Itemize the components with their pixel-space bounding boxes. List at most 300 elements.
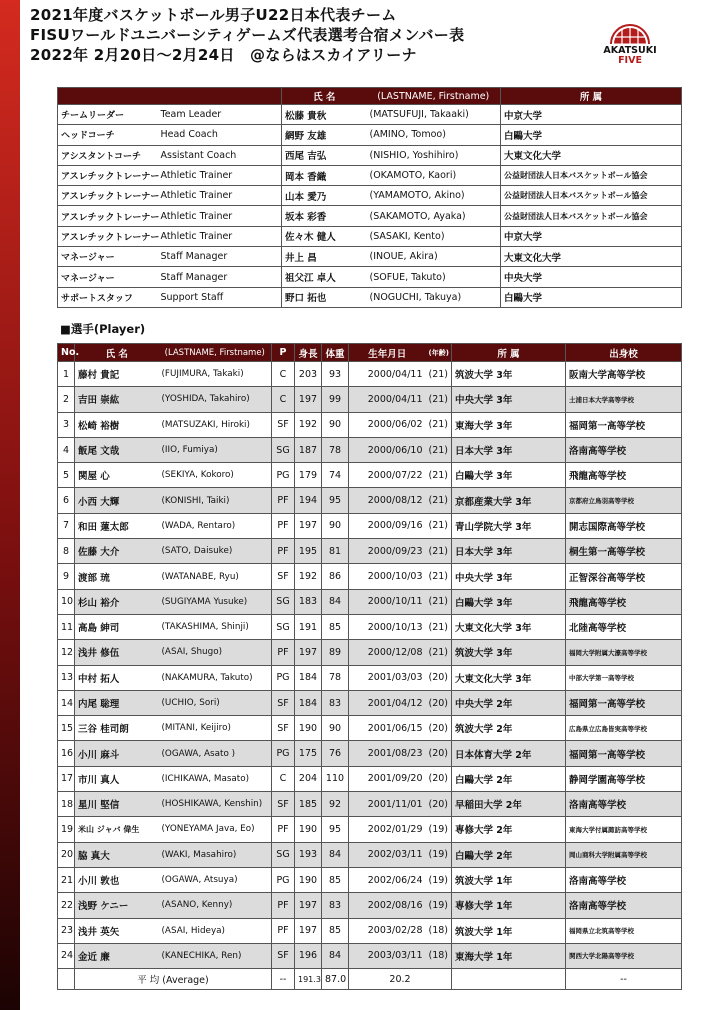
player-weight: 85 [322, 867, 349, 892]
player-weight: 76 [322, 741, 349, 766]
staff-role-jp: アスレチックトレーナー [58, 165, 158, 185]
player-weight: 81 [322, 539, 349, 564]
player-dob: 2000/07/22 [349, 463, 426, 488]
player-weight: 90 [322, 412, 349, 437]
player-age: (19) [426, 893, 452, 918]
player-position: C [272, 387, 295, 412]
player-weight: 95 [322, 817, 349, 842]
player-age: (20) [426, 690, 452, 715]
player-no: 15 [58, 716, 75, 741]
player-row [58, 741, 682, 766]
player-row [58, 539, 682, 564]
player-age: (21) [426, 539, 452, 564]
player-height: 203 [295, 362, 322, 387]
player-weight: 83 [322, 893, 349, 918]
header-blank [58, 88, 158, 105]
staff-role-en: Athletic Trainer [158, 186, 282, 206]
player-name: 浅井 修伍 [75, 640, 159, 665]
staff-name: 佐々木 健人 [282, 226, 367, 246]
player-dob: 2000/10/03 [349, 564, 426, 589]
staff-latin-name: (MATSUFUJI, Takaaki) [367, 105, 501, 125]
player-latin-name: (OGAWA, Atsuya) [159, 867, 272, 892]
player-row [58, 665, 682, 690]
player-affiliation: 大東文化大学 3年 [452, 665, 566, 690]
player-height: 191 [295, 614, 322, 639]
player-height: 187 [295, 437, 322, 462]
player-no: 23 [58, 918, 75, 943]
player-latin-name: (KANECHIKA, Ren) [159, 943, 272, 968]
player-position: PF [272, 488, 295, 513]
player-weight: 85 [322, 614, 349, 639]
staff-row [58, 247, 682, 267]
player-school: 阪南大学高等学校 [566, 362, 682, 387]
player-dob: 2000/06/02 [349, 412, 426, 437]
player-school: 北陸高等学校 [566, 614, 682, 639]
red-side-bar [0, 0, 20, 1010]
staff-role-jp: マネージャー [58, 267, 158, 287]
player-position: PF [272, 539, 295, 564]
player-age: (21) [426, 488, 452, 513]
player-position: SF [272, 792, 295, 817]
player-affiliation: 白鷗大学 3年 [452, 589, 566, 614]
player-height: 196 [295, 943, 322, 968]
player-row [58, 716, 682, 741]
player-no: 9 [58, 564, 75, 589]
akatsuki-five-logo [590, 10, 670, 70]
player-school: 洛南高等学校 [566, 792, 682, 817]
player-affiliation: 専修大学 2年 [452, 817, 566, 842]
average-blank [452, 969, 566, 990]
header-school: 出身校 [566, 344, 682, 362]
player-weight: 99 [322, 387, 349, 412]
average-weight: 87.0 [322, 969, 349, 990]
player-weight: 83 [322, 690, 349, 715]
player-height: 197 [295, 893, 322, 918]
player-name: 浅野 ケニー [75, 893, 159, 918]
player-row [58, 362, 682, 387]
player-dob: 2001/04/12 [349, 690, 426, 715]
player-position: C [272, 766, 295, 791]
player-row [58, 766, 682, 791]
player-dob: 2003/03/11 [349, 943, 426, 968]
player-position: SF [272, 564, 295, 589]
player-school: 岡山商科大学附属高等学校 [566, 842, 682, 867]
player-affiliation: 日本大学 3年 [452, 437, 566, 462]
player-name: 小西 大輝 [75, 488, 159, 513]
header-no: No. [58, 344, 75, 362]
player-latin-name: (IIO, Fumiya) [159, 437, 272, 462]
player-row [58, 640, 682, 665]
player-no: 20 [58, 842, 75, 867]
player-weight: 84 [322, 589, 349, 614]
player-affiliation: 日本大学 3年 [452, 539, 566, 564]
player-school: 福岡第一高等学校 [566, 412, 682, 437]
staff-row [58, 165, 682, 185]
player-row [58, 943, 682, 968]
player-latin-name: (WATANABE, Ryu) [159, 564, 272, 589]
staff-role-jp: アスレチックトレーナー [58, 206, 158, 226]
player-name: 関屋 心 [75, 463, 159, 488]
player-row [58, 690, 682, 715]
staff-name: 祖父江 卓人 [282, 267, 367, 287]
player-table [57, 343, 682, 990]
player-age: (21) [426, 412, 452, 437]
player-dob: 2002/08/16 [349, 893, 426, 918]
player-height: 197 [295, 918, 322, 943]
player-dob: 2000/06/10 [349, 437, 426, 462]
header-name: 氏 名 [282, 88, 367, 105]
staff-latin-name: (SAKAMOTO, Ayaka) [367, 206, 501, 226]
player-no: 5 [58, 463, 75, 488]
player-name: 高島 紳司 [75, 614, 159, 639]
player-dob: 2002/01/29 [349, 817, 426, 842]
player-affiliation: 中央大学 3年 [452, 387, 566, 412]
player-weight: 90 [322, 716, 349, 741]
player-row [58, 614, 682, 639]
player-latin-name: (MITANI, Keijiro) [159, 716, 272, 741]
header-latin: (LASTNAME, Firstname) [159, 344, 272, 362]
player-latin-name: (FUJIMURA, Takaki) [159, 362, 272, 387]
player-latin-name: (ASANO, Kenny) [159, 893, 272, 918]
staff-role-jp: チームリーダー [58, 105, 158, 125]
player-position: SF [272, 716, 295, 741]
player-weight: 93 [322, 362, 349, 387]
player-no: 24 [58, 943, 75, 968]
player-dob: 2000/10/11 [349, 589, 426, 614]
player-school: 洛南高等学校 [566, 893, 682, 918]
player-dob: 2000/08/12 [349, 488, 426, 513]
header-affiliation: 所 属 [501, 88, 682, 105]
player-no: 6 [58, 488, 75, 513]
player-position: PG [272, 665, 295, 690]
player-position: SG [272, 842, 295, 867]
player-school: 東海大学付属諏訪高等学校 [566, 817, 682, 842]
player-age: (20) [426, 716, 452, 741]
player-school: 中部大学第一高等学校 [566, 665, 682, 690]
header-weight: 体重 [322, 344, 349, 362]
player-age: (21) [426, 362, 452, 387]
player-dob: 2003/02/28 [349, 918, 426, 943]
staff-latin-name: (INOUE, Akira) [367, 247, 501, 267]
player-name: 中村 拓人 [75, 665, 159, 690]
player-name: 渡部 琉 [75, 564, 159, 589]
player-no: 4 [58, 437, 75, 462]
player-position: PF [272, 513, 295, 538]
player-height: 195 [295, 539, 322, 564]
player-weight: 110 [322, 766, 349, 791]
player-affiliation: 白鷗大学 2年 [452, 842, 566, 867]
player-school: 福岡第一高等学校 [566, 741, 682, 766]
player-row [58, 792, 682, 817]
average-age: 20.2 [349, 969, 452, 990]
player-row [58, 488, 682, 513]
player-row [58, 387, 682, 412]
player-affiliation: 筑波大学 3年 [452, 640, 566, 665]
player-age: (21) [426, 387, 452, 412]
staff-name: 西尾 吉弘 [282, 145, 367, 165]
staff-row [58, 287, 682, 307]
player-section-title: ■選手(Player) [60, 322, 146, 336]
player-name: 佐藤 大介 [75, 539, 159, 564]
staff-role-en: Assistant Coach [158, 145, 282, 165]
header-latin: (LASTNAME, Firstname) [367, 88, 501, 105]
staff-row [58, 125, 682, 145]
player-no: 22 [58, 893, 75, 918]
player-no: 19 [58, 817, 75, 842]
player-school: 洛南高等学校 [566, 437, 682, 462]
player-header-row [58, 344, 682, 362]
staff-latin-name: (NISHIO, Yoshihiro) [367, 145, 501, 165]
player-school: 広島県立広島皆実高等学校 [566, 716, 682, 741]
player-row [58, 842, 682, 867]
header-name: 氏 名 [75, 344, 159, 362]
staff-affiliation: 中央大学 [501, 267, 682, 287]
player-name: 吉田 崇紘 [75, 387, 159, 412]
player-affiliation: 中央大学 3年 [452, 564, 566, 589]
player-position: PF [272, 893, 295, 918]
player-height: 192 [295, 564, 322, 589]
player-affiliation: 中央大学 2年 [452, 690, 566, 715]
player-no: 14 [58, 690, 75, 715]
player-weight: 84 [322, 842, 349, 867]
staff-name: 松藤 貴秋 [282, 105, 367, 125]
staff-role-en: Head Coach [158, 125, 282, 145]
player-row [58, 513, 682, 538]
player-height: 190 [295, 817, 322, 842]
player-no: 11 [58, 614, 75, 639]
player-school: 洛南高等学校 [566, 867, 682, 892]
player-school: 静岡学園高等学校 [566, 766, 682, 791]
staff-latin-name: (NOGUCHI, Takuya) [367, 287, 501, 307]
player-name: 小川 麻斗 [75, 741, 159, 766]
player-height: 197 [295, 640, 322, 665]
staff-row [58, 267, 682, 287]
player-age: (19) [426, 817, 452, 842]
player-school: 開志国際高等学校 [566, 513, 682, 538]
staff-name: 野口 拓也 [282, 287, 367, 307]
player-latin-name: (ASAI, Shugo) [159, 640, 272, 665]
player-dob: 2000/09/23 [349, 539, 426, 564]
player-latin-name: (NAKAMURA, Takuto) [159, 665, 272, 690]
player-latin-name: (SATO, Daisuke) [159, 539, 272, 564]
staff-name: 井上 昌 [282, 247, 367, 267]
player-school: 福岡大学附属大濠高等学校 [566, 640, 682, 665]
player-affiliation: 青山学院大学 3年 [452, 513, 566, 538]
player-position: PG [272, 741, 295, 766]
player-latin-name: (SUGIYAMA Yusuke) [159, 589, 272, 614]
player-age: (21) [426, 614, 452, 639]
staff-latin-name: (AMINO, Tomoo) [367, 125, 501, 145]
staff-latin-name: (OKAMOTO, Kaori) [367, 165, 501, 185]
player-school: 関西大学北陽高等学校 [566, 943, 682, 968]
staff-affiliation: 白鷗大学 [501, 287, 682, 307]
rising-sun-icon [610, 10, 650, 46]
player-latin-name: (MATSUZAKI, Hiroki) [159, 412, 272, 437]
staff-affiliation: 大東文化大学 [501, 145, 682, 165]
player-position: C [272, 362, 295, 387]
staff-header-row [58, 88, 682, 105]
player-age: (19) [426, 867, 452, 892]
player-height: 175 [295, 741, 322, 766]
player-weight: 92 [322, 792, 349, 817]
player-height: 192 [295, 412, 322, 437]
page-date-venue: 2022年 2月20日～2月24日 @ならはスカイアリーナ [30, 46, 417, 64]
player-weight: 78 [322, 437, 349, 462]
player-age: (20) [426, 741, 452, 766]
header-height: 身長 [295, 344, 322, 362]
player-age: (21) [426, 463, 452, 488]
player-weight: 85 [322, 918, 349, 943]
player-affiliation: 早稲田大学 2年 [452, 792, 566, 817]
player-affiliation: 筑波大学 1年 [452, 918, 566, 943]
player-affiliation: 筑波大学 3年 [452, 362, 566, 387]
player-name: 杉山 裕介 [75, 589, 159, 614]
player-row [58, 918, 682, 943]
player-latin-name: (HOSHIKAWA, Kenshin) [159, 792, 272, 817]
player-affiliation: 白鷗大学 2年 [452, 766, 566, 791]
player-dob: 2000/04/11 [349, 387, 426, 412]
player-height: 197 [295, 513, 322, 538]
player-name: 浅井 英矢 [75, 918, 159, 943]
player-age: (21) [426, 437, 452, 462]
player-name: 松崎 裕樹 [75, 412, 159, 437]
player-latin-name: (TAKASHIMA, Shinji) [159, 614, 272, 639]
player-age: (21) [426, 564, 452, 589]
player-affiliation: 白鷗大学 3年 [452, 463, 566, 488]
staff-latin-name: (YAMAMOTO, Akino) [367, 186, 501, 206]
player-latin-name: (OGAWA, Asato ) [159, 741, 272, 766]
player-no: 7 [58, 513, 75, 538]
page-subtitle: FISUワールドユニバーシティゲームズ代表選考合宿メンバー表 [30, 26, 465, 44]
player-affiliation: 筑波大学 2年 [452, 716, 566, 741]
player-dob: 2001/08/23 [349, 741, 426, 766]
player-affiliation: 京都産業大学 3年 [452, 488, 566, 513]
logo-text-bottom: FIVE [618, 55, 642, 66]
player-age: (20) [426, 665, 452, 690]
player-school: 正智深谷高等学校 [566, 564, 682, 589]
player-height: 204 [295, 766, 322, 791]
player-row [58, 589, 682, 614]
staff-role-jp: アスレチックトレーナー [58, 186, 158, 206]
player-position: PF [272, 817, 295, 842]
player-affiliation: 東海大学 3年 [452, 412, 566, 437]
staff-affiliation: 公益財団法人日本バスケットボール協会 [501, 206, 682, 226]
staff-role-jp: アスレチックトレーナー [58, 226, 158, 246]
player-weight: 90 [322, 513, 349, 538]
player-no: 21 [58, 867, 75, 892]
player-school: 土浦日本大学高等学校 [566, 387, 682, 412]
player-position: PG [272, 463, 295, 488]
player-height: 190 [295, 716, 322, 741]
staff-affiliation: 中京大学 [501, 226, 682, 246]
staff-role-jp: マネージャー [58, 247, 158, 267]
player-age: (21) [426, 513, 452, 538]
player-latin-name: (YONEYAMA Java, Eo) [159, 817, 272, 842]
player-no: 16 [58, 741, 75, 766]
staff-role-en: Team Leader [158, 105, 282, 125]
player-row [58, 564, 682, 589]
player-no: 17 [58, 766, 75, 791]
staff-row [58, 105, 682, 125]
player-height: 184 [295, 690, 322, 715]
player-row [58, 817, 682, 842]
staff-row [58, 145, 682, 165]
player-age: (18) [426, 943, 452, 968]
average-school: -- [566, 969, 682, 990]
player-no: 13 [58, 665, 75, 690]
player-age: (19) [426, 842, 452, 867]
player-height: 184 [295, 665, 322, 690]
header-dob: 生年月日 [349, 344, 426, 362]
player-affiliation: 専修大学 1年 [452, 893, 566, 918]
page-title: 2021年度バスケットボール男子U22日本代表チーム [30, 6, 397, 24]
player-position: PF [272, 918, 295, 943]
staff-table [57, 87, 682, 308]
average-row [58, 969, 682, 990]
player-height: 194 [295, 488, 322, 513]
player-school: 飛龍高等学校 [566, 589, 682, 614]
player-no: 8 [58, 539, 75, 564]
staff-role-jp: アシスタントコーチ [58, 145, 158, 165]
player-latin-name: (YOSHIDA, Takahiro) [159, 387, 272, 412]
player-name: 藤村 貴記 [75, 362, 159, 387]
player-age: (21) [426, 640, 452, 665]
player-position: SG [272, 589, 295, 614]
average-height: 191.3 [295, 969, 322, 990]
player-dob: 2000/10/13 [349, 614, 426, 639]
player-name: 星川 堅信 [75, 792, 159, 817]
staff-affiliation: 公益財団法人日本バスケットボール協会 [501, 186, 682, 206]
player-dob: 2000/04/11 [349, 362, 426, 387]
staff-role-jp: ヘッドコーチ [58, 125, 158, 145]
player-weight: 78 [322, 665, 349, 690]
player-dob: 2002/06/24 [349, 867, 426, 892]
player-affiliation: 大東文化大学 3年 [452, 614, 566, 639]
player-row [58, 893, 682, 918]
staff-role-en: Support Staff [158, 287, 282, 307]
player-age: (18) [426, 918, 452, 943]
player-school: 福岡県立北筑高等学校 [566, 918, 682, 943]
player-height: 185 [295, 792, 322, 817]
player-weight: 95 [322, 488, 349, 513]
average-blank [58, 969, 75, 990]
player-no: 18 [58, 792, 75, 817]
player-age: (20) [426, 792, 452, 817]
staff-name: 山本 愛乃 [282, 186, 367, 206]
player-position: PF [272, 640, 295, 665]
staff-latin-name: (SASAKI, Kento) [367, 226, 501, 246]
player-row [58, 437, 682, 462]
player-no: 12 [58, 640, 75, 665]
staff-row [58, 206, 682, 226]
player-latin-name: (WAKI, Masahiro) [159, 842, 272, 867]
player-age: (20) [426, 766, 452, 791]
player-school: 京都府立鳥羽高等学校 [566, 488, 682, 513]
player-latin-name: (UCHIO, Sori) [159, 690, 272, 715]
staff-affiliation: 大東文化大学 [501, 247, 682, 267]
player-row [58, 463, 682, 488]
staff-name: 網野 友雄 [282, 125, 367, 145]
header-affiliation: 所 属 [452, 344, 566, 362]
average-position: -- [272, 969, 295, 990]
player-name: 飯尾 文哉 [75, 437, 159, 462]
player-weight: 84 [322, 943, 349, 968]
player-no: 3 [58, 412, 75, 437]
staff-latin-name: (SOFUE, Takuto) [367, 267, 501, 287]
player-age: (21) [426, 589, 452, 614]
staff-role-jp: サポートスタッフ [58, 287, 158, 307]
player-dob: 2000/12/08 [349, 640, 426, 665]
